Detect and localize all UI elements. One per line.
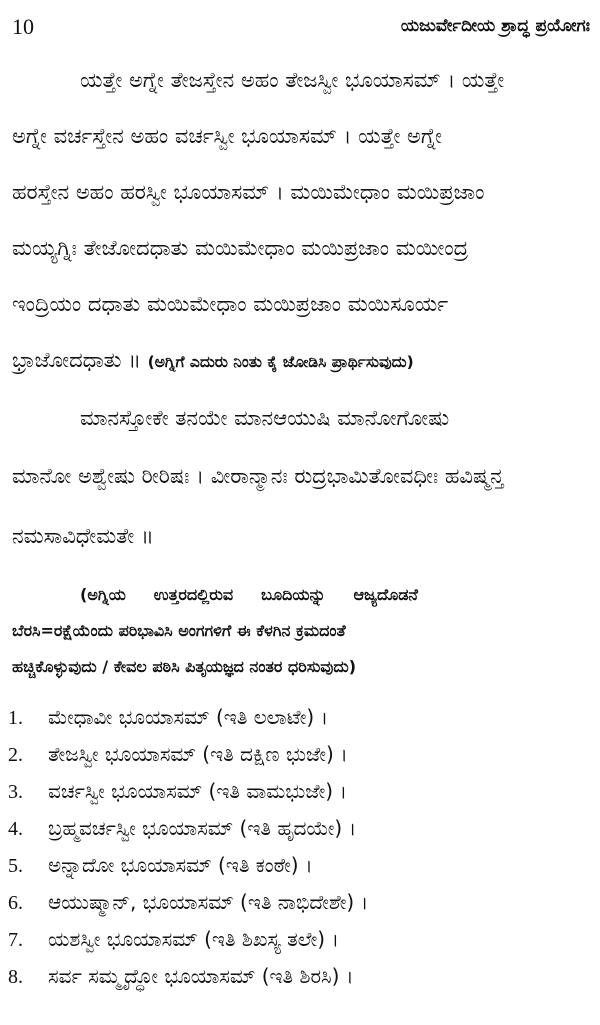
list-item [8, 705, 592, 730]
list-text: ಬ್ರಹ್ಮವರ್ಚಸ್ವೀ ಭೂಯಾಸಮ್ (ಇತಿ ಹೃದಯೇ) । [48, 816, 357, 840]
instruction-note-line: ಹಚ್ಚಿಕೊಳ್ಳುವುದು / ಕೇವಲ ಪಠಿಸಿ ಪಿತೃಯಜ್ಞದ ನಂತರ ಧರಿಸುವುದು) [12, 657, 357, 676]
list-number: 3. [8, 781, 23, 803]
page-number: 10 [12, 14, 34, 39]
list-number: 5. [8, 855, 23, 877]
list-number: 1. [8, 707, 23, 729]
list-text: ಮೇಧಾವೀ ಭೂಯಾಸಮ್ (ಇತಿ ಲಲಾಟೇ) । [48, 705, 329, 729]
verse-line: ಮಯ್ಯಗ್ನಿಃ ತೇಜೋದಧಾತು ಮಯಿಮೇಧಾಂ ಮಯಿಪ್ರಜಾಂ ಮಯೀಂದ್ರ [12, 236, 469, 260]
list-number: 7. [8, 929, 23, 951]
running-title: ಯಜುರ್ವೇದೀಯ ಶ್ರಾದ್ಧ ಪ್ರಯೋಗಃ [400, 16, 590, 36]
list-item [8, 853, 592, 878]
list-text: ಆಯುಷ್ಮಾನ್, ಭೂಯಾಸಮ್ (ಇತಿ ನಾಭಿದೇಶೇ) । [48, 890, 369, 914]
inline-note: (ಅಗ್ನಿಗೆ ಎದುರು ನಿಂತು ಕೈ ಜೋಡಿಸಿ ಪ್ರಾರ್ಥಿಸುವುದು) [147, 353, 414, 371]
list-item [8, 816, 592, 841]
list-item [8, 742, 592, 767]
list-text: ತೇಜಸ್ವೀ ಭೂಯಾಸಮ್ (ಇತಿ ದಕ್ಷಿಣ ಭುಜೇ) । [48, 742, 348, 766]
list-item [8, 964, 592, 989]
verse-line: ಮಾನಸ್ತೋಕೇ ತನಯೇ ಮಾನಆಯುಷಿ ಮಾನೋಗೋಷು [80, 406, 450, 430]
list-number: 4. [8, 818, 23, 840]
list-number: 8. [8, 966, 23, 988]
verse-line [12, 348, 592, 373]
page-header [12, 12, 590, 46]
verse-text: ಭ್ರಾಜೋದಧಾತು ॥ [12, 348, 141, 372]
list-text: ಸರ್ವ ಸಮ್ಮೃದ್ಧೋ ಭೂಯಾಸಮ್ (ಇತಿ ಶಿರಸಿ) । [48, 964, 354, 988]
list-text: ಅನ್ನಾದೋ ಭೂಯಾಸಮ್ (ಇತಿ ಕಂಠೇ) । [48, 853, 313, 877]
verse-line: ಮಾನೋ ಅಶ್ವೇಷು ರೀರಿಷಃ । ವೀರಾನ್ಮಾನಃ ರುದ್ರಭಾಮಿತೋವಧೀಃ ಹವಿಷ್ಮನ್ತ [12, 464, 504, 488]
verse-line: ಹರಸ್ತೇನ ಅಹಂ ಹರಸ್ವೀ ಭೂಯಾಸಮ್ । ಮಯಿಮೇಧಾಂ ಮಯಿಪ್ರಜಾಂ [12, 180, 485, 204]
verse-line: ಇಂದ್ರಿಯಂ ದಧಾತು ಮಯಿಮೇಧಾಂ ಮಯಿಪ್ರಜಾಂ ಮಯಿಸೂರ್ಯ [12, 292, 449, 316]
list-number: 2. [8, 744, 23, 766]
verse-line: ಅಗ್ನೇ ವರ್ಚಸ್ತೇನ ಅಹಂ ವರ್ಚಸ್ವೀ ಭೂಯಾಸಮ್ । ಯತ್ತೇ ಅಗ್ನೇ [12, 124, 442, 148]
instruction-note-line: (ಅಗ್ನಿಯ ಉತ್ತರದಲ್ಲಿರುವ ಬೂದಿಯನ್ನು ಆಜ್ಯದೊಡನೆ [80, 585, 418, 604]
list-item [8, 890, 592, 915]
list-item [8, 779, 592, 804]
list-item [8, 927, 592, 952]
list-text: ಯಶಸ್ವೀ ಭೂಯಾಸಮ್ (ಇತಿ ಶಿಖಸ್ಯ ತಲೇ) । [48, 927, 339, 951]
verse-line: ಯತ್ತೇ ಅಗ್ನೇ ತೇಜಸ್ತೇನ ಅಹಂ ತೇಜಸ್ವೀ ಭೂಯಾಸಮ್ । ಯತ್ತೇ [80, 68, 505, 92]
verse-line: ನಮಸಾವಿಧೇಮತೇ ॥ [12, 524, 154, 548]
list-number: 6. [8, 892, 23, 914]
instruction-note-line: ಬೆರಸಿ=ರಕ್ಷೆಯೆಂದು ಪರಿಭಾವಿಸಿ ಅಂಗಗಳಿಗೆ ಈ ಕೆಳಗಿನ ಕ್ರಮದಂತೆ [12, 621, 346, 640]
list-text: ವರ್ಚಸ್ವೀ ಭೂಯಾಸಮ್ (ಇತಿ ವಾಮಭುಜೇ) । [48, 779, 348, 803]
